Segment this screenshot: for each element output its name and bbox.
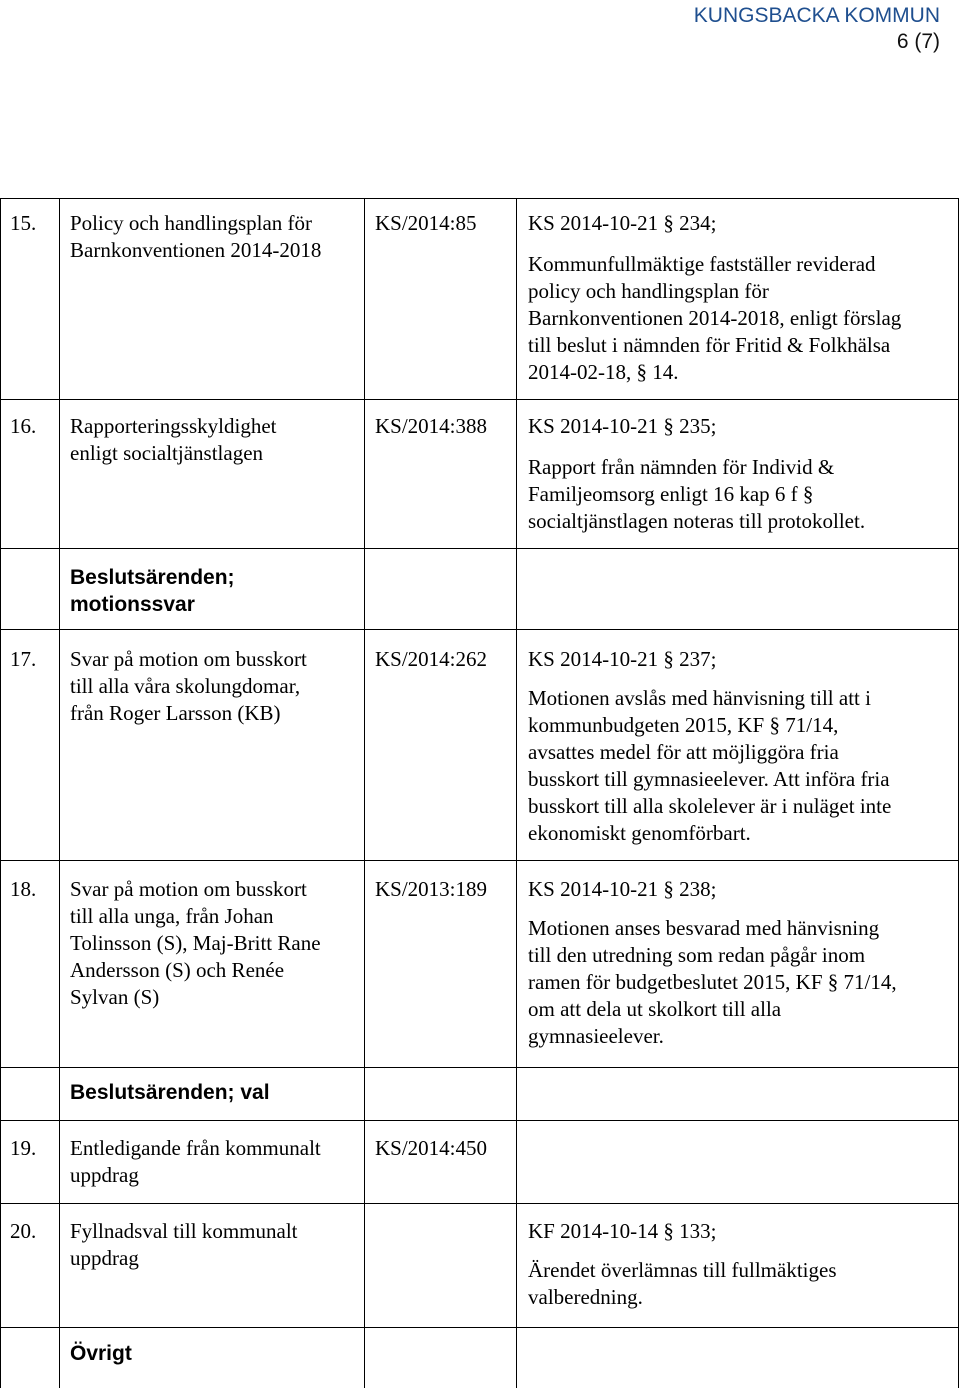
row-divider	[0, 860, 959, 861]
decision-reference: KS 2014-10-21 § 238;	[528, 877, 717, 901]
item-number: 16.	[10, 414, 37, 438]
decision-reference: KS 2014-10-21 § 237;	[528, 647, 717, 671]
case-number: KS/2014:262	[375, 647, 488, 671]
table-border-left	[0, 198, 1, 1388]
item-number: 18.	[10, 877, 37, 901]
organization-name: KUNGSBACKA KOMMUN	[693, 4, 940, 27]
section-heading-val: Beslutsärenden; val	[70, 1081, 270, 1104]
page-number: 6 (7)	[896, 30, 940, 53]
decision-reference: KS 2014-10-21 § 235;	[528, 414, 717, 438]
row-divider	[0, 1327, 959, 1328]
item-title: Svar på motion om busskort till alla våra skolungdomar, från Roger Larsson (KB)	[70, 647, 307, 725]
section-heading-motionssvar: Beslutsärenden; motionssvar	[70, 566, 235, 616]
item-title: Fyllnadsval till kommunalt uppdrag	[70, 1219, 298, 1270]
row-divider	[0, 198, 959, 199]
decision-text: Ärendet överlämnas till fullmäktiges valberedning.	[528, 1258, 837, 1309]
item-title: Policy och handlingsplan för Barnkonventionen 2014-2018	[70, 211, 322, 262]
section-heading-ovrigt: Övrigt	[70, 1342, 132, 1365]
decision-text: Kommunfullmäktige fastställer reviderad policy och handlingsplan för Barnkonventionen 2014-2018, enligt förslag till beslut i nämnden för Fritid & Folkhälsa 2014-02-18, § 14.	[528, 252, 902, 384]
item-number: 19.	[10, 1136, 37, 1160]
row-divider	[0, 1120, 959, 1121]
column-divider-3	[516, 198, 517, 1388]
item-number: 20.	[10, 1219, 37, 1243]
decision-text: Motionen anses besvarad med hänvisning till den utredning som redan pågår inom ramen för budgetbeslutet 2015, KF § 71/14, om att dela ut skolkort till alla gymnasieelever.	[528, 916, 897, 1048]
decision-reference: KF 2014-10-14 § 133;	[528, 1219, 717, 1243]
case-number: KS/2014:450	[375, 1136, 488, 1160]
decision-text: Rapport från nämnden för Individ & Familjeomsorg enligt 16 kap 6 f § socialtjänstlagen noteras till protokollet.	[528, 455, 866, 533]
row-divider	[0, 399, 959, 400]
table-border-right	[958, 198, 959, 1388]
row-divider	[0, 1067, 959, 1068]
case-number: KS/2014:85	[375, 211, 477, 235]
column-divider-1	[59, 198, 60, 1388]
case-number: KS/2014:388	[375, 414, 488, 438]
decision-text: Motionen avslås med hänvisning till att i kommunbudgeten 2015, KF § 71/14, avsattes medel för att möjliggöra fria busskort till gymnasieelever. Att införa fria busskort till alla skolelever är i nuläget inte ekonomiskt genomförbart.	[528, 686, 892, 845]
item-number: 15.	[10, 211, 37, 235]
row-divider	[0, 548, 959, 549]
row-divider	[0, 629, 959, 630]
column-divider-2	[364, 198, 365, 1388]
item-title: Rapporteringsskyldighet enligt socialtjänstlagen	[70, 414, 277, 465]
item-title: Svar på motion om busskort till alla unga, från Johan Tolinsson (S), Maj-Britt Rane Andersson (S) och Renée Sylvan (S)	[70, 877, 321, 1009]
row-divider	[0, 1203, 959, 1204]
decision-reference: KS 2014-10-21 § 234;	[528, 211, 717, 235]
item-title: Entledigande från kommunalt uppdrag	[70, 1136, 321, 1187]
case-number: KS/2013:189	[375, 877, 488, 901]
item-number: 17.	[10, 647, 37, 671]
